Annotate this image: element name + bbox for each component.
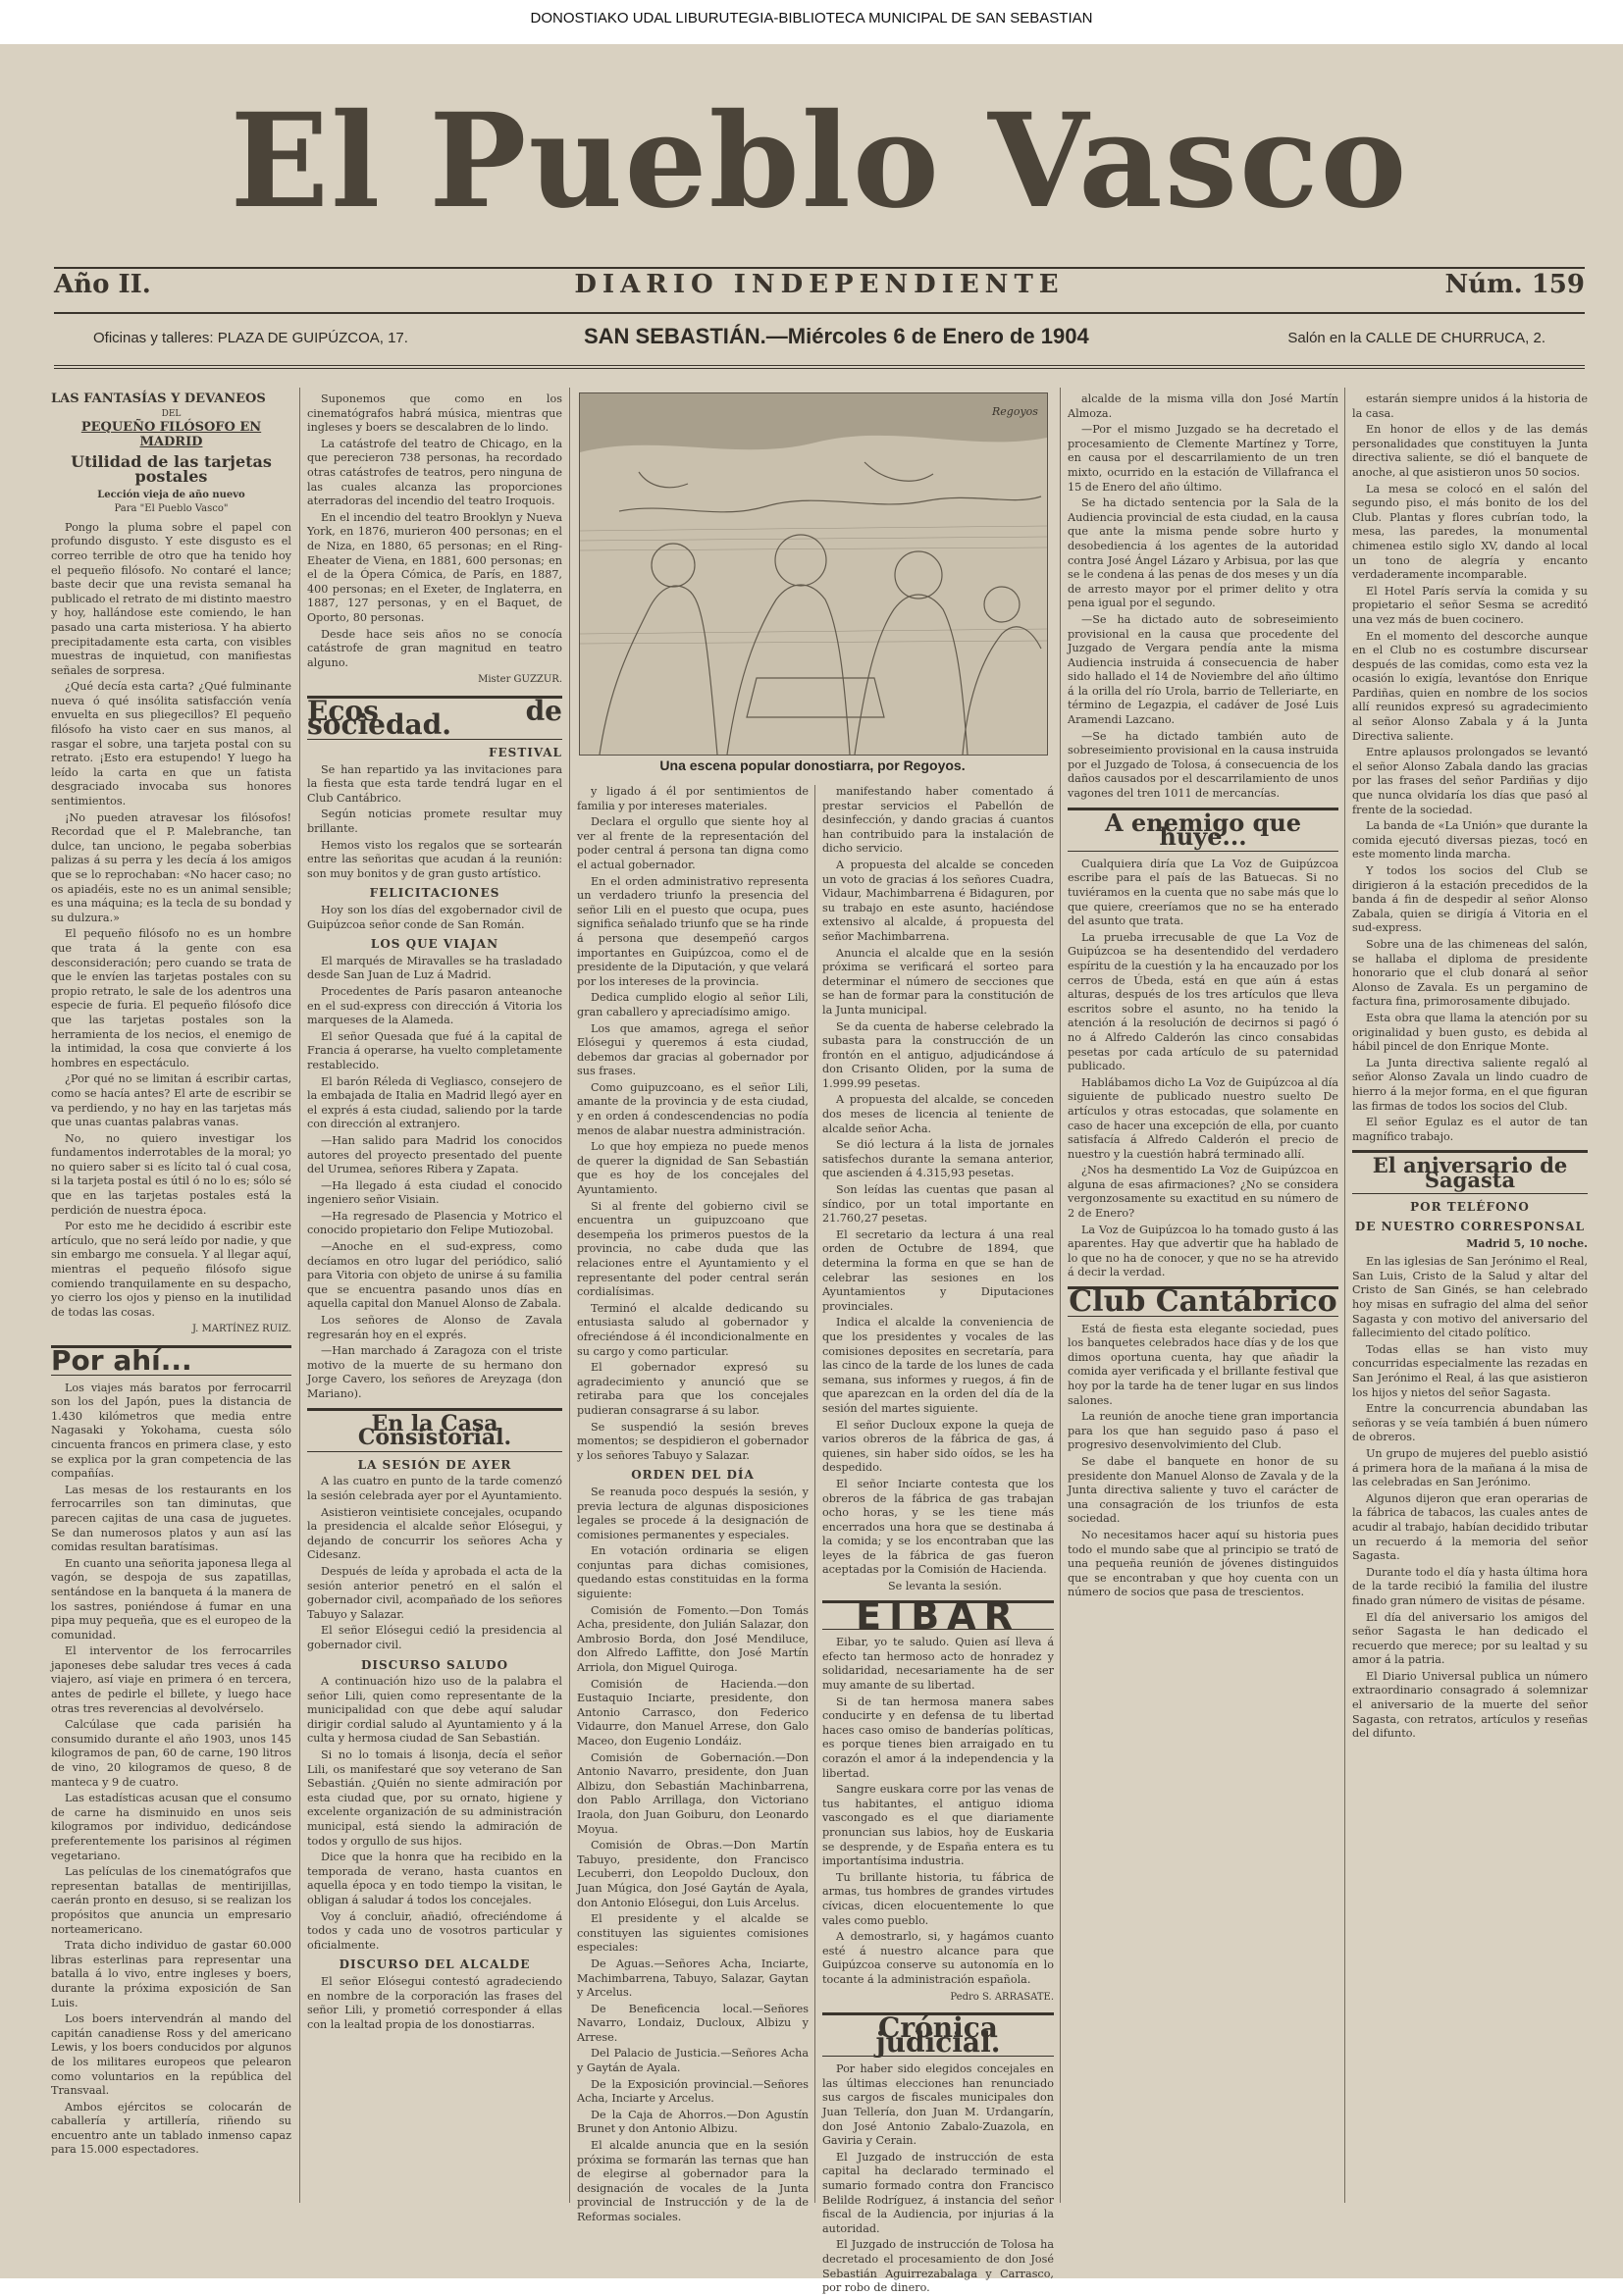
paragraph: Hemos visto los regalos que se sortearán entre las señoritas que acudan á la reunión: son muy bonitos y de gran gusto artístico. [307,838,562,880]
section-heading: A enemigo que huye... [1068,808,1338,852]
paragraph: Se ha dictado sentencia por la Sala de la Audiencia provincial de esta ciudad, en la causa que ante la misma pende sobre hurto y desobediencia á los agentes de la autoridad contra José Ángel Lázaro y Arbisua, por las que se le condena á las penas de dos meses y un día de arresto mayor por el primer delito y otra pena igual por el segundo. [1068,496,1338,610]
paragraph: No necesitamos hacer aquí su historia pues todo el mundo sabe que al principio se trató de una pequeña reunión de jóvenes distinguidos que se encontraban y que hoy cuenta con un número de socios que pasa de trescientos. [1068,1528,1338,1599]
masthead-subrow [54,270,1585,309]
section-heading: En la Casa Consistorial. [307,1408,562,1452]
paragraph: Como guipuzcoano, es el señor Lili, amante de la provincia y de esta ciudad, y en orden á condescendencias no podía menos de alabar nuestra administración. [577,1080,809,1137]
signature: Pedro S. ARRASATE. [950,1991,1054,2003]
column-divider [299,388,300,2203]
paragraph: A demostrarlo, si, y hagámos cuanto esté á nuestro alcance para que Guipúzcoa conserve su autonomía en lo tocante á la administración española. [822,1930,1054,1986]
paragraph: De la Exposición provincial.—Señores Acha, Inciarte y Arcelus. [577,2077,809,2106]
paragraph: ¿Por qué no se limitan á escribir cartas, como se hacía antes? El arte de escribir se va perdiendo, y no hay en las tarjetas más que unas cuantas palabras vanas. [51,1072,291,1129]
paragraph: —Anoche en el sud-express, como decíamos en otro lugar del periódico, salió para Vitoria con objeto de unirse á su familia que se encuentra pasando unos días en aquella capital don Manuel Alonso de Zabala. [307,1240,562,1311]
paragraph: Comisión de Gobernación.—Don Antonio Navarro, presidente, don Juan Albizu, don Sebastián Machinbarrena, don Pablo Arrillaga, don Victoriano Iraola, don Juan Goiburu, don Leonardo Moyua. [577,1750,809,1836]
paragraph: La banda de «La Unión» que durante la comida ejecutó diversas piezas, tocó en este momento linda marcha. [1352,819,1588,861]
year-label: Año II. [54,270,151,299]
paragraph: Hablábamos dicho La Voz de Guipúzcoa al día siguiente de publicado nuestro suelto De artículos y otras estocadas, que solamente en caso de hacer una excepción de ella, por cuanto satisfacía á Alfredo Calderón el precio de nuestro y la cuestión habrá terminado allí. [1068,1075,1338,1161]
paragraph: En el momento del descorche aunque en el Club no es costumbre discursear después de las comidas, como esta vez la ocasión lo exigía, levantóse don Enrique Pardiñas, quien en nombre de los socios allí reunidos expresó su agradecimiento al señor Alonso Zabala y á la Junta Directiva saliente. [1352,629,1588,743]
masthead-rule-top [54,267,1585,269]
column-divider [814,785,815,2203]
offices-address: Oficinas y talleres: PLAZA DE GUIPÚZCOA, 17. [93,330,408,346]
masthead-rule-mid [54,312,1585,314]
paragraph: El alcalde anuncia que en la sesión próxima se formarán las ternas que han de elegirse al gobernador para la designación de vocales de la Junta provincial de Instrucción y de la de Reformas sociales. [577,2139,809,2223]
paragraph: El señor Elósegui cedió la presidencia al gobernador civil. [307,1624,562,1651]
subheading: DE NUESTRO CORRESPONSAL [1354,1220,1586,1234]
column-3 [577,785,809,2223]
paragraph: Asistieron veintisiete concejales, ocupando la presidencia el alcalde señor Elósegui, y dejando de concurrir los señores Acha y Cidesanz. [307,1505,562,1562]
section-heading: El aniversario de Sagasta [1352,1150,1588,1194]
paragraph: Algunos dijeron que eran operarias de la fábrica de tabacos, las cuales antes de acudir al trabajo, habían decidido tributar un recuerdo á la memoria del señor Sagasta. [1352,1491,1588,1563]
paragraph: Esta obra que llama la atención por su originalidad y buen gusto, es debida al hábil pincel de don Enrique Monte. [1352,1011,1588,1054]
paragraph: Y todos los socios del Club se dirigieron á la estación precedidos de la banda á fin de despedir al señor Alonso Zabala, quien se dirigía á Vitoria en el sud-express. [1352,864,1588,935]
paragraph: —Ha llegado á esta ciudad el conocido ingeniero señor Visiain. [307,1178,562,1207]
paragraph: Por esto me he decidido á escribir este artículo, que no será leído por nadie, y que sin embargo me consuela. Y al llegar aquí, mientras el pequeño filósofo sigue comiendo tranquilamente en su despacho, yo cierro los ojos y pienso en la inutilidad de todas las cosas. [51,1220,291,1319]
column-4 [822,785,1054,2295]
paragraph: Según noticias promete resultar muy brillante. [307,808,562,836]
paragraph: Suponemos que como en los cinematógrafos habrá música, mientras que ingleses y boers se descalabren de lo lindo. [307,392,562,435]
paragraph: Lo que hoy empieza no puede menos de querer la dignidad de San Sebastián que es hoy de los concejales del Ayuntamiento. [577,1140,809,1197]
engraving-signature: Regoyos [992,405,1038,418]
article-deck: Lección vieja de año nuevo [97,489,245,500]
paragraph: —Se ha dictado auto de sobreseimiento provisional en la causa que procedente del Juzgado de Vergara pendía ante la misma Audiencia instruida á consecuencia de haber sido hallado el 14 de Noviembre del año último á la orilla del río Urola, barrio de Telleriarte, en término de Legazpia, el cadáver de José Luis Aramendi Lazcano. [1068,612,1338,727]
section-heading: Crónica judicial. [822,2012,1054,2057]
paragraph: Por haber sido elegidos concejales en las últimas elecciones han renunciado sus cargos de fiscales municipales don Juan Tellería, don Juan M. Urdangarín, don José Antonio Zabalo-Zuazola, en Gaviria y Cerain. [822,2062,1054,2148]
engraving-image [579,392,1048,756]
masthead [54,78,1585,275]
image-caption: Una escena popular donostiarra, por Regoyos. [659,757,966,773]
paragraph: —Se ha dictado también auto de sobreseimiento provisional en la causa instruida por el Juzgado de Tolosa, á consecuencia de los daños causados por el descarrilamiento de unos vagones del tren 1011 de mercancías. [1068,729,1338,801]
subtitle: DIARIO INDEPENDIENTE [574,270,1065,299]
paragraph: Los boers intervendrán al mando del capitán canadiense Ross y del americano Lewis, y los boers conducidos por algunos de los militares europeos que pelearon como voluntarios en la república del Transvaal. [51,2012,291,2098]
paragraph: Las mesas de los restaurants en los ferrocarriles son tan diminutas, que parecen cajitas de una casa de juguetes. Se dan numerosos platos y aun así las comidas resultan baratísimas. [51,1483,291,1554]
paragraph: La mesa se colocó en el salón del segundo piso, el más bonito de los del Club. Plantas y flores cubrían todo, la mesa, las paredes, la monumental chimenea estilo siglo XV, dando al local un tono de alegría y encanto verdaderamente incomparable. [1352,482,1588,582]
paragraph: El Juzgado de instrucción de Tolosa ha decretado el procesamiento de don José Sebastián Aguirrezabalaga y Carrasco, por robo de dinero. [822,2238,1054,2295]
paragraph: ¿Nos ha desmentido La Voz de Guipúzcoa en alguna de esas afirmaciones? ¿No se considera vergonzosamente su exactitud en su número de 2 de Enero? [1068,1164,1338,1221]
column-6 [1352,392,1588,2218]
newspaper-title: El Pueblo Vasco [230,85,1409,237]
paragraph: En el orden administrativo representa un verdadero triunfo la presencia del señor Lili en el puesto que ocupa, pues significa señalado triunfo que se ha rinde á persona que desempeñó cargos importantes en Guipúzcoa, como el de presidente de la Diputación, y que velará por los intereses de la provincia. [577,874,809,988]
paragraph: La reunión de anoche tiene gran importancia para los que han seguido paso á paso el progresivo desenvolvimiento del Club. [1068,1410,1338,1452]
subheading: POR TELÉFONO [1410,1200,1530,1215]
paragraph: Si al frente del gobierno civil se encuentra un guipuzcoano que desempeña los primeros puestos de la provincia, no cabe duda que las relaciones entre el Ayuntamiento y el representante del poder central serán cordialísimas. [577,1199,809,1299]
paragraph: Todas ellas se han visto muy concurridas especialmente las rezadas en San Jerónimo el Real, á las que asistieron los hijos y nietos del señor Sagasta. [1352,1342,1588,1399]
info-row [54,322,1585,357]
article-deck-2: Para "El Pueblo Vasco" [114,503,229,515]
paragraph: La catástrofe del teatro de Chicago, en la que perecieron 738 personas, ha recordado otras catástrofes de teatros, pero ninguna de las cuales alcanza las proporciones aterradoras del incendio del teatro Iroquois. [307,437,562,508]
paragraph: El presidente y el alcalde se constituyen las siguientes comisiones especiales: [577,1912,809,1955]
paragraph: El pequeño filósofo no es un hombre que trata á la gente con esa desconsideración; pero cuando se trata de que le envíen las tarjetas postales con su propio retrato, le sale de los adentros una especie de furia. El pequeño filósofo dice que las tarjetas postales son la herramienta de los necios, el enemigo de la intimidad, la cosa que convierte á los hombres en espectáculo. [51,927,291,1070]
paragraph: Se suspendió la sesión breves momentos; se despidieron el gobernador y los señores Tabuyo y Salazar. [577,1420,809,1462]
paragraph: El secretario da lectura á una real orden de Octubre de 1894, que determina la forma en que se han de celebrar las sesiones en los Ayuntamientos y Diputaciones provinciales. [822,1227,1054,1313]
paragraph: El señor Egulaz es el autor de tan magnífico trabajo. [1352,1116,1588,1143]
paragraph: El Diario Universal publica un número extraordinario consagrado á solemnizar el aniversario de la muerte del señor Sagasta, con retratos, artículos y reseñas del difunto. [1352,1669,1588,1741]
section-heading: Por ahí... [51,1345,291,1376]
paragraph: A las cuatro en punto de la tarde comenzó la sesión celebrada ayer por el Ayuntamiento. [307,1475,562,1502]
paragraph: Comisión de Hacienda.—don Eustaquio Inciarte, presidente, don Antonio Carrasco, don Federico Vidaurre, don Manuel Arrese, don Galo Maceo, don Eugenio Londáiz. [577,1677,809,1748]
paragraph: Hoy son los días del exgobernador civil de Guipúzcoa señor conde de San Román. [307,904,562,931]
kicker-2: DEL [161,408,182,419]
paragraph: Si no lo tomais á lisonja, decía el señor Lili, os manifestaré que soy veterano de San Sebastián. ¿Quién no siente admiración por esta ciudad que, por su ornato, higiene y excelente organización de su administración municipal, está siendo la admiración de todos y orgullo de sus hijos. [307,1748,562,1848]
paragraph: Entre aplausos prolongados se levantó el señor Alonso Zabala dando las gracias por las frases del señor Pardiñas y dijo que nunca olvidaría los días que pasó al frente de la sociedad. [1352,746,1588,816]
paragraph: De Beneficencia local.—Señores Navarro, Londaiz, Ducloux, Albizu y Arrese. [577,2002,809,2044]
paragraph: Se da cuenta de haberse celebrado la subasta para la construcción de un frontón en el antiguo, adjudicándose á don Crisanto Oliden, por la suma de 1.999.99 pesetas. [822,1019,1054,1090]
archive-header: DONOSTIAKO UDAL LIBURUTEGIA-BIBLIOTECA MUNICIPAL DE SAN SEBASTIAN [0,0,1623,44]
subheading: LA SESIÓN DE AYER [357,1457,512,1472]
kicker: LAS FANTASÍAS Y DEVANEOS [51,391,266,406]
column-1 [51,392,291,2218]
paragraph: Se reanuda poco después la sesión, y previa lectura de algunas disposiciones legales se procede á la designación de comisiones permanentes y especiales. [577,1485,809,1541]
paragraph: En el incendio del teatro Brooklyn y Nueva York, en 1876, murieron 400 personas; en el de Niza, en 1880, 65 personas; en el Ring-Eheater de Viena, en 1881, 600 personas; en el de la Ópera Cómica, de París, en 1887, 400 personas; en el Exeter, de Inglaterra, en 1887, 127 personas, y en el Baquet, de Oporto, 80 personas. [307,510,562,624]
section-heading: Ecos de sociedad. [307,694,562,742]
issue-number: Núm. 159 [1444,270,1585,299]
paragraph: Eibar, yo te saludo. Quien así lleva á efecto tan hermoso acto de honradez y solidaridad, necesariamente ha de ser muy amante de su libertad. [822,1636,1054,1693]
paragraph: De la Caja de Ahorros.—Don Agustín Brunet y don Antonio Albizu. [577,2108,809,2136]
paragraph: En votación ordinaria se eligen conjuntas para dichas comisiones, quedando estas constituidas en la forma siguiente: [577,1544,809,1601]
paragraph: alcalde de la misma villa don José Martín Almoza. [1068,392,1338,420]
paragraph: A continuación hizo uso de la palabra el señor Lili, quien como representante de la municipalidad con que debe aquí saludar dirigir cordial saludo al Ayuntamiento y á la culta y hermosa ciudad de San Sebastián. [307,1675,562,1746]
paragraph: Ambos ejércitos se colocarán de caballería y artillería, riñendo su encuentro ante un tablado inmenso capaz para 15.000 espectadores. [51,2100,291,2157]
paragraph: El barón Réleda di Vegliasco, consejero de la embajada de Italia en Madrid llegó ayer en el exprés á esta ciudad, saliendo por la tarde con dirección al extranjero. [307,1074,562,1131]
paragraph: —Han marchado á Zaragoza con el triste motivo de la muerte de su hermano don Jorge Cavero, los señores de Areyzaga (don Mariano). [307,1344,562,1400]
paragraph: manifestando haber comentado á prestar servicios el Pabellón de desinfección, y dando gracias á cuantos han contribuido para la instalación de dicho servicio. [822,785,1054,856]
paragraph: El Hotel París servía la comida y su propietario el señor Sesma se acreditó una vez más de buen cocinero. [1352,584,1588,626]
paragraph: Tu brillante historia, tu fábrica de armas, tus hombres de grandes virtudes cívicas, dicen elocuentemente lo que vales como pueblo. [822,1870,1054,1927]
kicker-3: PEQUEÑO FILÓSOFO EN MADRID [80,420,262,449]
paragraph: El Juzgado de instrucción de esta capital ha declarado terminado el sumario formado contra don Francisco Belilde Rodríguez, á instancia del señor fiscal de la Audiencia, por injurias á la autoridad. [822,2150,1054,2235]
hall-address: Salón en la CALLE DE CHURRUCA, 2. [1287,330,1545,346]
paragraph: No, no quiero investigar los fundamentos inderrotables de la moral; yo no quiero saber si es lícito tal ó cual cosa, si la tarjeta postal es útil ó no lo es; sólo sé que en las tarjetas postales está la perdición de nuestra época. [51,1131,291,1217]
subheading: FELICITACIONES [369,886,500,901]
paragraph: Se dió lectura á la lista de jornales satisfechos durante la semana anterior, que ascienden á 4.315,93 pesetas. [822,1138,1054,1180]
paragraph: Del Palacio de Justicia.—Señores Acha y Gaytán de Ayala. [577,2047,809,2075]
paragraph: Pongo la pluma sobre el papel con profundo disgusto. Y este disgusto es el correo terrible de otro que ha tenido hoy el pequeño filósofo. No contaré el lance; baste decir que una revista semanal ha publicado el retrato de mi distinto maestro y hoy, hallándose este comiendo, le han pasado una carta misteriosa. Y ha abierto precipitadamente esta carta, con visibles muestras de inquietud, con manifiestas señales de sorpresa. [51,520,291,677]
paragraph: El señor Ducloux expone la queja de varios obreros de la fábrica de gas, á quienes, sin haber sido oídos, se les ha despedido. [822,1418,1054,1475]
paragraph: Se dabe el banquete en honor de su presidente don Manuel Alonso de Zavala y de la Junta directiva saliente y tuvo el carácter de una consagración de los triunfos de esta sociedad. [1068,1454,1338,1526]
paragraph: Si de tan hermosa manera sabes conducirte y en defensa de tu libertad haces caso omiso de banderías políticas, es porque tienes bien arraigado en tu corazón el amor á la independencia y la libertad. [822,1695,1054,1780]
signature: Mister GUZZUR. [478,674,562,686]
paragraph: Terminó el alcalde dedicando su entusiasta saludo al gobernador y ofreciéndose á él incondicionalmente en su cargo y como particular. [577,1301,809,1358]
paragraph: El día del aniversario los amigos del señor Sagasta le han dedicado el recuerdo que merece; por su lealtad y su amor á la patria. [1352,1610,1588,1667]
subheading: LOS QUE VIAJAN [370,937,499,952]
paragraph: La Voz de Guipúzcoa lo ha tomado gusto á las aparentes. Hay que advertir que ha hablado de lo que no ha de conocer, y que no se ha atrevido á decir la verdad. [1068,1223,1338,1279]
paragraph: En las iglesias de San Jerónimo el Real, San Luis, Cristo de la Salud y altar del Cristo de San Ginés, se han celebrado hoy misas en sufragio del alma del señor Sagasta y con motivo del aniversario del fallecimiento del citado político. [1352,1255,1588,1340]
column-divider [569,388,570,2203]
section-heading: Club Cantábrico [1069,1284,1337,1320]
paragraph: ¿Qué decía esta carta? ¿Qué fulminante nueva ó qué insólita satisfacción venía envuelta en sus pliegecillos? El pequeño filósofo ha visto caer en sus manos, al rasgar el sobre, una tarjeta postal con su retrato. ¡Esto era estupendo! Y luego ha leído la carta en que un fatista desgraciado invocaba sus honores sentimientos. [51,680,291,809]
column-divider [1060,388,1061,2203]
paragraph: Los que amamos, agrega el señor Elósegui y queremos á esta ciudad, debemos dar gracias al gobernador por sus frases. [577,1021,809,1078]
paragraph: El señor Elósegui contestó agradeciendo en nombre de la corporación las frases del señor Lili, y prometió corresponder á ellas con la lealtad propia de los donostiarras. [307,1974,562,2031]
paragraph: El gobernador expresó su agradecimiento y anunció que se retiraba para que los concejales pudieran consagrarse á su labor. [577,1361,809,1417]
paragraph: Anuncia el alcalde que en la sesión próxima se verificará el sorteo para determinar el número de secciones que se han de formar para la constitución de la Junta municipal. [822,946,1054,1017]
masthead-rule-bottom [54,365,1585,369]
paragraph: Durante todo el día y hasta última hora de la tarde recibió la familia del ilustre finado gran número de visitas de pésame. [1352,1565,1588,1607]
article-headline: Utilidad de las tarjetas postales [71,452,272,486]
signature: J. MARTÍNEZ RUIZ. [191,1324,291,1335]
paragraph: Procedentes de París pasaron anteanoche en el sud-express con dirección á Vitoria los marqueses de la Alameda. [307,984,562,1027]
paragraph: —Han salido para Madrid los conocidos autores del proyecto presentado del puente del Urumea, señores Ribera y Zapata. [307,1133,562,1176]
paragraph: Los viajes más baratos por ferrocarril son los del Japón, pues la distancia de 1.430 kilómetros que media entre Nagasaki y Yokohama, cuesta sólo cincuenta francos en primera clase, y esto se explica por la gran competencia de las compañías. [51,1381,291,1481]
paragraph: A propuesta del alcalde se conceden un voto de gracias á los señores Cuadra, Vidaur, Machimbarrena é Bidaguren, por su trabajo en este asunto, haciéndose extensivo al alcalde, á propuesta del señor Machimbarrena. [822,858,1054,943]
paragraph: El marqués de Miravalles se ha trasladado desde San Juan de Luz á Madrid. [307,954,562,982]
subheading: FESTIVAL [488,746,562,760]
paragraph: Voy á concluir, añadió, ofreciéndome á todos y cada uno de vosotros particular y oficialmente. [307,1909,562,1952]
paragraph: Son leídas las cuentas que pasan al síndico, por un total importante en 21.760,27 pesetas. [822,1183,1054,1226]
paragraph: Dice que la honra que ha recibido en la temporada de verano, hasta cuantos en aquella época y en todo tiempo la visitan, le obligan á saludar á todos los concejales. [307,1851,562,1906]
paragraph: De Aguas.—Señores Acha, Inciarte, Machimbarrena, Tabuyo, Salazar, Gaytan y Arcelus. [577,1957,809,2000]
column-2 [307,392,562,2218]
paragraph: Comisión de Fomento.—Don Tomás Acha, presidente, don Julián Salazar, don Ambrosio Borda, don José Mendiluce, don Alfredo Laffitte, don José Martín Arriola, don Miguel Quiroga. [577,1603,809,1675]
paragraph: Los señores de Alonso de Zavala regresarán hoy en el exprés. [307,1314,562,1341]
paragraph: Cualquiera diría que La Voz de Guipúzcoa escribe para el país de las Batuecas. Si no tuviéramos en la cuenta que no sabe más que lo que quiere, creeríamos que no se ha enterado del asunto que trata. [1068,857,1338,928]
engraving-illustration [580,393,1047,755]
paragraph: Un grupo de mujeres del pueblo asistió á primera hora de la mañana á la misa de las celebradas en San Jerónimo. [1352,1446,1588,1489]
paragraph: En cuanto una señorita japonesa llega al vagón, se despoja de sus zapatillas, sentándose en la banqueta á la manera de los sastres, poniéndose á fumar en una pipa muy pequeña, que es el europeo de la comunidad. [51,1556,291,1642]
paragraph: Las estadísticas acusan que el consumo de carne ha disminuido en unos seis kilogramos por individuo, dedicándose preferentemente los parisinos al régimen vegetariano. [51,1792,291,1862]
paragraph: El interventor de los ferrocarriles japoneses debe saludar tres veces á cada viajero, así viaje en primera ó en tercera, antes de pedirle el billete, y luego hace otras tres reverencias al devolvérselo. [51,1644,291,1715]
paragraph: El señor Quesada que fué á la capital de Francia á operarse, ha vuelto completamente restablecido. [307,1029,562,1071]
paragraph: Desde hace seis años no se conocía catástrofe de gran magnitud en teatro alguno. [307,627,562,669]
paragraph: Trata dicho individuo de gastar 60.000 libras esterlinas para representar una batalla á lo vivo, entre ingleses y boers, durante la próxima exposición de San Luis. [51,1939,291,2009]
paragraph: —Ha regresado de Plasencia y Motrico el conocido propietario don Felipe Mutiozobal. [307,1209,562,1237]
paragraph: La Junta directiva saliente regaló al señor Alonso Zavala un lindo cuadro de hierro á la mejor forma, en el que figuran las firmas de todos los socios del Club. [1352,1056,1588,1113]
dispatch-dateline: Madrid 5, 10 noche. [1466,1236,1588,1250]
paragraph: Entre la concurrencia abundaban las señoras y se veía también á buen número de obreros. [1352,1402,1588,1444]
column-5 [1068,392,1338,2218]
paragraph: y ligado á él por sentimientos de familia y por intereses materiales. [577,785,809,812]
paragraph: Las películas de los cinematógrafos que representan batallas de mentirijillas, caerán pronto en desuso, si se realizan los propósitos que anuncia un empresario norteamericano. [51,1865,291,1936]
paragraph: Sobre una de las chimeneas del salón, se hallaba el diploma de presidente honorario que el club donará al señor Alonso de Zavala. Es un pergamino de factura fina, primorosamente dibujado. [1352,937,1588,1009]
section-heading: EIBAR [822,1600,1054,1631]
column-divider [1344,388,1345,2203]
paragraph: Dedica cumplido elogio al señor Lili, gran caballero y apreciadísimo amigo. [577,991,809,1018]
paragraph: ¡No pueden atravesar los filósofos! Recordad que el P. Malebranche, tan dulce, tan unciono, le pegaba soberbias palizas á su perra y les decía á los amigos que se lo reprochaban: «No hacer caso; no os apiadéis, este no es un animal sensible; es una máquina; es la tecla de su bondad y su dulzura.» [51,810,291,924]
subheading: DISCURSO SALUDO [360,1657,509,1672]
paragraph: —Por el mismo Juzgado se ha decretado el procesamiento de Clemente Martínez y Torre, en causa por el descarrilamiento de un tren mixto, ocurrido en la estación de Villafranca el 15 de Enero del año último. [1068,423,1338,494]
paragraph: Declara el orgullo que siente hoy al ver al frente de la representación del poder central á persona tan digna como el actual gobernador. [577,815,809,871]
paragraph: A propuesta del alcalde, se conceden dos meses de licencia al teniente de alcalde señor Acha. [822,1093,1054,1135]
paragraph: La prueba irrecusable de que La Voz de Guipúzcoa se ha desentendido del verdadero espíritu de la cuestión y la ha encauzado por los cerros de Úbeda, está en que aún á estas alturas, después de los tres artículos que lleva escritos sobre el asunto, no ha tenido la atención á la resolución de decirnos si pagó ó no á Alfredo Calderón las cinco consabidas pesetas por cada artículo de su paternidad publicado. [1068,930,1338,1073]
paragraph: Comisión de Obras.—Don Martín Tabuyo, presidente, don Francisco Lecuberri, don Leopoldo Ducloux, don Juan Múgica, don José Gaytán de Ayala, don Antonio Elósegui, don Luis Arcelus. [577,1839,809,1909]
paragraph: Sangre euskara corre por las venas de tus habitantes, el antiguo idioma vascongado es el que diariamente pronuncian sus labios, hoy de Euskaria se desprende, y de España entera es tu importantísima industria. [822,1783,1054,1868]
paragraph: Se han repartido ya las invitaciones para la fiesta que esta tarde tendrá lugar en el Club Cantábrico. [307,762,562,805]
paragraph: Calcúlase que cada parisién ha consumido durante el año 1903, unos 145 kilogramos de pan, 60 de carne, 190 litros de vino, 20 kilogramos de queso, 8 de manteca y 9 de cuatro. [51,1718,291,1789]
paragraph: Indica el alcalde la conveniencia de que los presidentes y vocales de las comisiones deposites en secretaría, para las cinco de la tarde de los lunes de cada semana, sus informes y ruegos, á fin de que aparezcan en la orden del día de la sesión del martes siguiente. [822,1316,1054,1415]
paragraph: estarán siempre unidos á la historia de la casa. [1352,392,1588,420]
paragraph: En honor de ellos y de las demás personalidades que constituyen la Junta directiva saliente, se dió el banquete de anoche, al que asistieron unos 50 socios. [1352,423,1588,479]
paragraph: Se levanta la sesión. [888,1580,1002,1593]
paragraph: El señor Inciarte contesta que los obreros de la fábrica de gas trabajan ocho horas, y se les tiene más encerrados una hora que se destinaba á la comida; y se los encontraban que las leyes de la fábrica de gas fueron aceptadas por la Comisión de Hacienda. [822,1477,1054,1577]
paragraph: Está de fiesta esta elegante sociedad, pues los banquetes celebrados hace días y de los que dimos oportuna cuenta, hay que añadir la comida ayer verificada y el brillante festival que hoy por la tarde ha de tener lugar en sus lindos salones. [1068,1322,1338,1407]
subheading: DISCURSO DEL ALCALDE [339,1957,531,1972]
paragraph: Después de leída y aprobada el acta de la sesión anterior penetró en el salón el gobernador civil, acompañado de los señores Tabuyo y Salazar. [307,1564,562,1621]
subheading: ORDEN DEL DÍA [631,1468,755,1483]
dateline: SAN SEBASTIÁN.—Miércoles 6 de Enero de 1904 [584,324,1089,348]
